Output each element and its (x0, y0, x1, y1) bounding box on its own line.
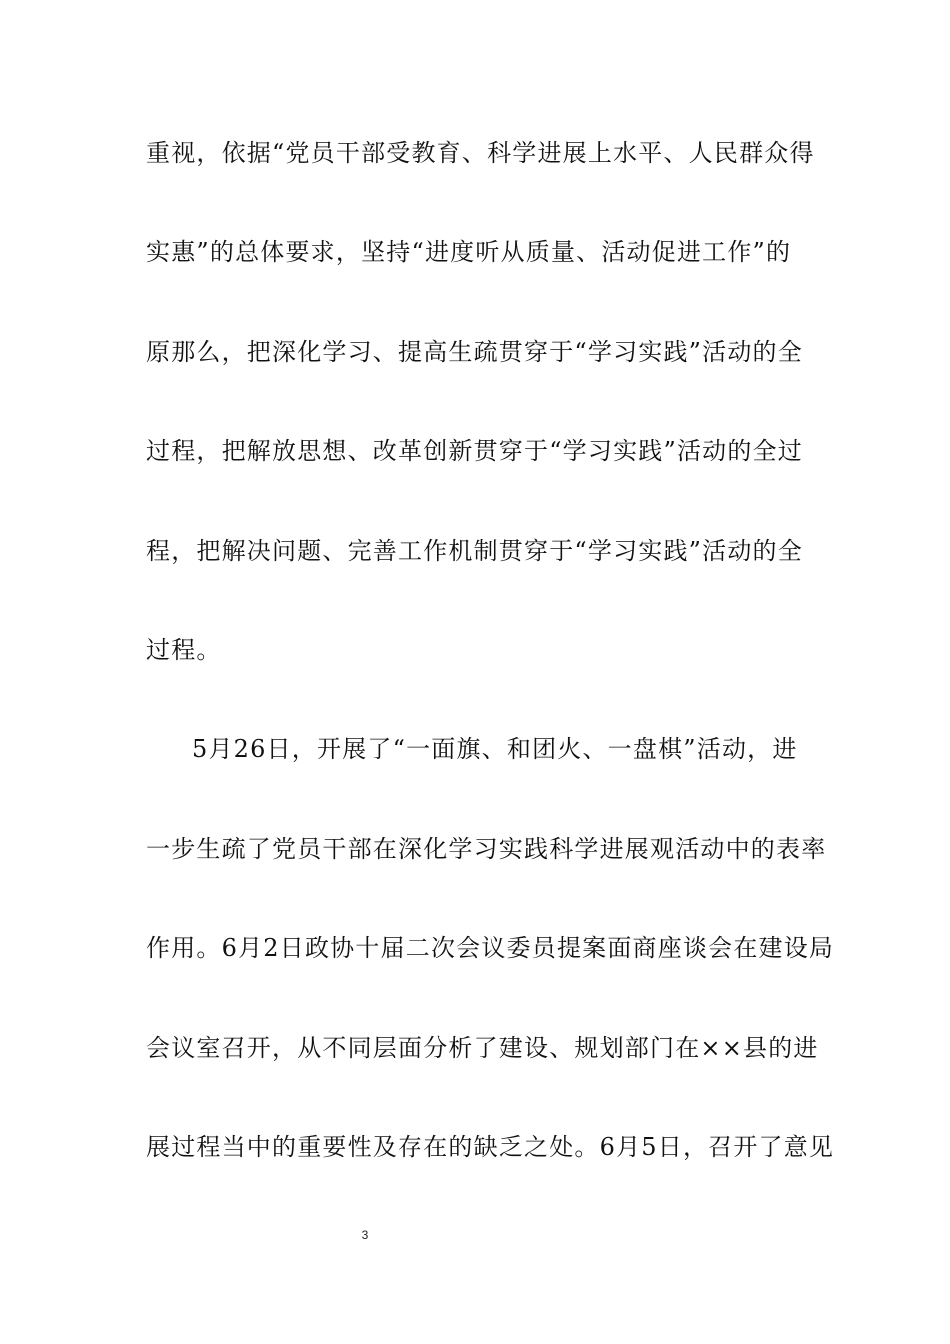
text-line: 会议室召开，从不同层面分析了建设、规划部门在××县的进 (146, 1034, 819, 1062)
paragraph-first-line: 5月26日，开展了“一面旗、和团火、一盘棋”活动，进 (192, 735, 798, 763)
page-number: 3 (361, 1228, 369, 1242)
text-line: 重视，依据“党员干部受教育、科学进展上水平、人民群众得 (146, 139, 815, 167)
text-line: 展过程当中的重要性及存在的缺乏之处。6月5日，召开了意见 (146, 1133, 835, 1161)
text-line: 过程，把解放思想、改革创新贯穿于“学习实践”活动的全过 (146, 437, 803, 465)
text-line: 过程。 (146, 636, 222, 664)
text-line: 作用。6月2日政协十届二次会议委员提案面商座谈会在建设局 (146, 934, 835, 962)
text-line: 一步生疏了党员干部在深化学习实践科学进展观活动中的表率 (146, 835, 827, 863)
text-line: 原那么，把深化学习、提高生疏贯穿于“学习实践”活动的全 (146, 338, 803, 366)
text-line: 实惠”的总体要求，坚持“进度听从质量、活动促进工作”的 (146, 238, 792, 266)
text-line: 程，把解决问题、完善工作机制贯穿于“学习实践”活动的全 (146, 537, 803, 565)
